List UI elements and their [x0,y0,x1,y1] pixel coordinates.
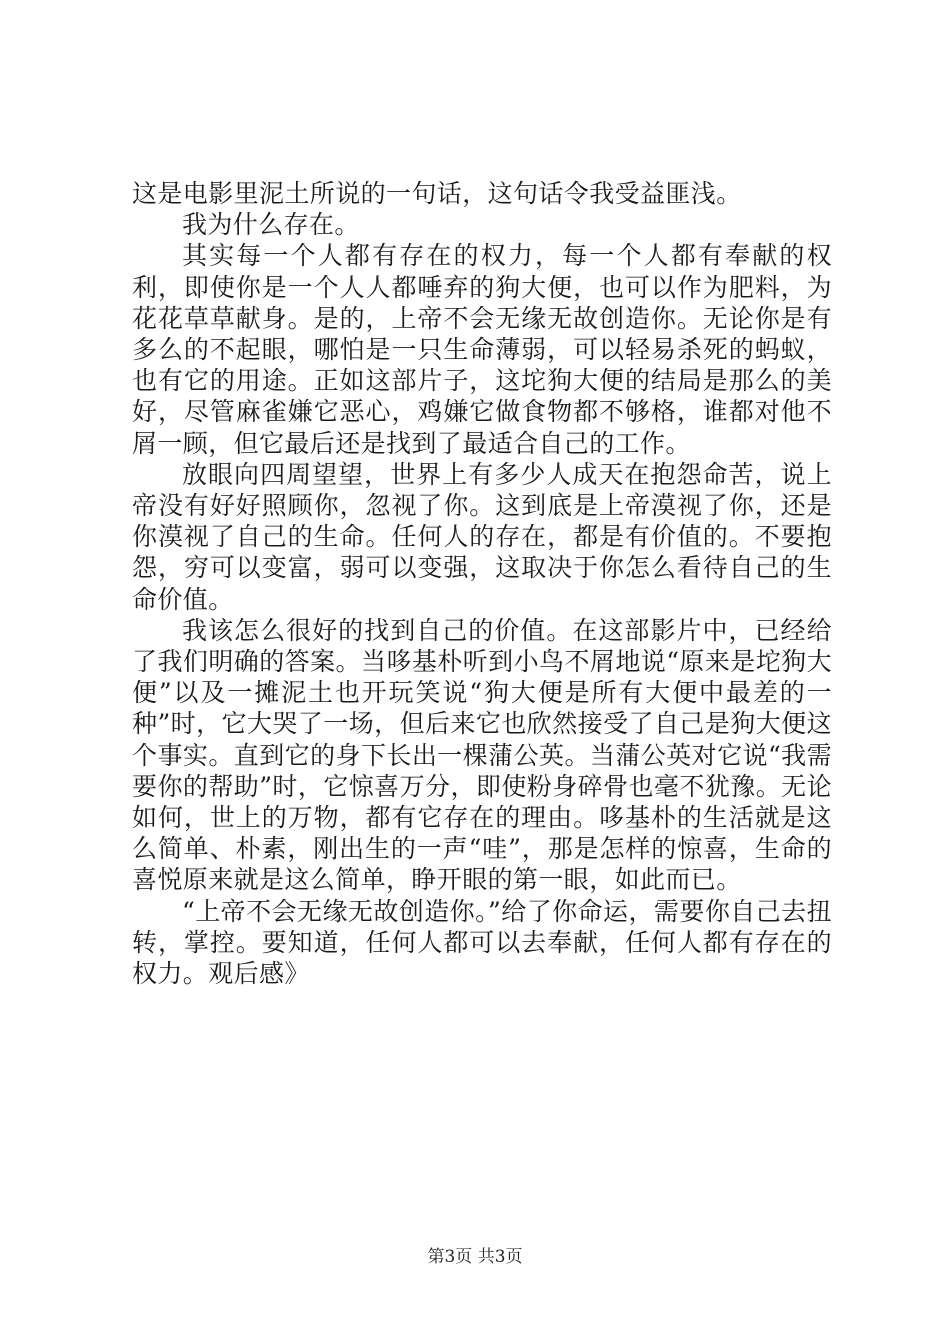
paragraph-5: 我该怎么很好的找到自己的价值。在这部影片中，已经给了我们明确的答案。当哆基朴听到小鸟不屑地说“原来是坨狗大便”以及一摊泥土也开玩笑说“狗大便是所有大便中最差的一种”时，它大哭了一场，但后来它也欣然接受了自己是狗大便这个事实。直到它的身下长出一棵蒲公英。当蒲公英对它说“我需要你的帮助”时，它惊喜万分，即使粉身碎骨也毫不犹豫。无论如何，世上的万物，都有它存在的理由。哆基朴的生活就是这么简单、朴素，刚出生的一声“哇”，那是怎样的惊喜，生命的喜悦原来就是这么简单，睁开眼的第一眼，如此而已。 [132,615,832,895]
paragraph-1: 这是电影里泥土所说的一句话，这句话令我受益匪浅。 [132,179,742,208]
paragraph-6: “上帝不会无缘无故创造你。”给了你命运，需要你自己去扭转，掌控。要知道，任何人都可以去奉献，任何人都有存在的权力。观后感》 [132,896,832,989]
paragraph-4: 放眼向四周望望，世界上有多少人成天在抱怨命苦，说上帝没有好好照顾你，忽视了你。这到底是上帝漠视了你，还是你漠视了自己的生命。任何人的存在，都是有价值的。不要抱怨，穷可以变富，弱可以变强，这取决于你怎么看待自己的生命价值。 [132,459,832,614]
document-body [132,178,832,989]
paragraph-2: 我为什么存在。 [182,210,360,240]
page-footer: 第3页 共3页 [427,1247,523,1267]
paragraph-3: 其实每一个人都有存在的权力，每一个人都有奉献的权利，即使你是一个人人都唾弃的狗大便，也可以作为肥料，为花花草草献身。是的，上帝不会无缘无故创造你。无论你是有多么的不起眼，哪怕是一只生命薄弱，可以轻易杀死的蚂蚁，也有它的用途。正如这部片子，这坨狗大便的结局是那么的美好，尽管麻雀嫌它恶心，鸡嫌它做食物都不够格，谁都对他不屑一顾，但它最后还是找到了最适合自己的工作。 [132,241,832,458]
